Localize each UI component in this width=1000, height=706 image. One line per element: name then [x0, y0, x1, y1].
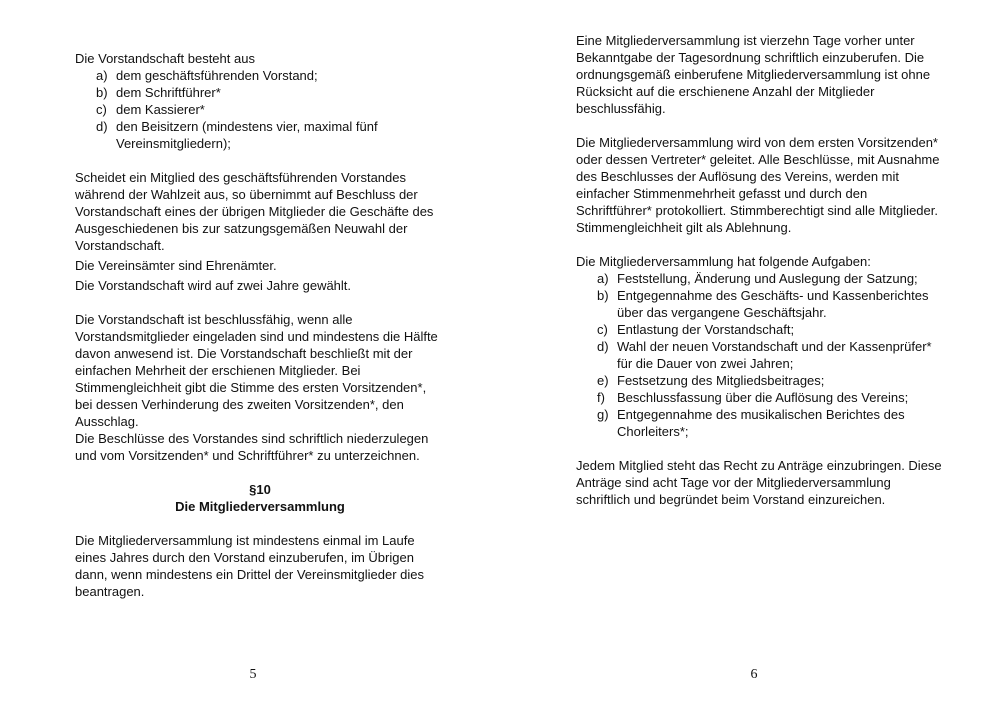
page-right: [500, 0, 1000, 706]
list-item-text: den Beisitzern (mindestens vier, maximal fünf Vereinsmitgliedern);: [116, 119, 378, 151]
list-item: [576, 406, 946, 440]
paragraph-chair: Die Mitgliederversammlung wird von dem ersten Vorsitzenden* oder dessen Vertreter* geleitet. Alle Beschlüsse, mit Ausnahme des Beschlusses der Auflösung des Vereins, werden mit einfacher Stimmenmehrheit gefasst und durch den Schriftführer* protokolliert. Stimmberechtigt sind alle Mitglieder. Stimmengleichheit gilt als Ablehnung.: [576, 135, 940, 235]
board-intro: Die Vorstandschaft besteht aus: [75, 51, 255, 66]
list-marker: e): [597, 373, 609, 388]
list-marker: a): [96, 68, 108, 83]
list-item-text: dem Kassierer*: [116, 102, 205, 117]
list-marker: c): [597, 322, 608, 337]
assembly-tasks-list: [576, 270, 946, 440]
paragraph-notice: Eine Mitgliederversammlung ist vierzehn Tage vorher unter Bekanntgabe der Tagesordnung schriftlich einzuberufen. Die ordnungsgemäß einberufene Mitgliederversammlung ist ohne Rücksicht auf die erschienene Anzahl der Mitglieder beschlussfähig.: [576, 33, 931, 116]
list-item: [576, 270, 946, 287]
paragraph-motions: Jedem Mitglied steht das Recht zu Anträge einzubringen. Diese Anträge sind acht Tage vor der Mitgliederversammlung schriftlich und begründet beim Vorstand einzureichen.: [576, 458, 942, 507]
list-item-text: Festsetzung des Mitgliedsbeitrages;: [617, 373, 825, 388]
list-item-text: dem geschäftsführenden Vorstand;: [116, 68, 318, 83]
paragraph-resignation: Scheidet ein Mitglied des geschäftsführenden Vorstandes während der Wahlzeit aus, so übernimmt auf Beschluss der Vorstandschaft eines der übrigen Mitglieder die Geschäfte des Ausgeschiedenen bis zur satzungsgemäßen Neuwahl der Vorstandschaft.: [75, 170, 434, 253]
page-number: 5: [249, 667, 257, 682]
list-marker: b): [597, 288, 609, 303]
list-item-text: Entgegennahme des musikalischen Berichtes des Chorleiters*;: [617, 407, 905, 439]
section-title: Die Mitgliederversammlung: [175, 499, 345, 514]
paragraph-honorary: Die Vereinsämter sind Ehrenämter.: [75, 258, 277, 273]
list-item: [576, 321, 946, 338]
list-item-text: Feststellung, Änderung und Auslegung der Satzung;: [617, 271, 918, 286]
list-item: [75, 101, 445, 118]
list-item: [75, 118, 445, 152]
list-item: [576, 372, 946, 389]
list-item-text: Beschlussfassung über die Auflösung des Vereins;: [617, 390, 909, 405]
list-item-text: Wahl der neuen Vorstandschaft und der Kassenprüfer* für die Dauer von zwei Jahren;: [617, 339, 932, 371]
list-marker: d): [96, 119, 108, 134]
page-number: 6: [750, 667, 758, 682]
paragraph-minutes: Die Beschlüsse des Vorstandes sind schriftlich niederzulegen und vom Vorsitzenden* und Schriftführer* zu unterzeichnen.: [75, 431, 429, 463]
board-composition-list: [75, 67, 445, 152]
list-marker: d): [597, 339, 609, 354]
list-marker: c): [96, 102, 107, 117]
list-item: [576, 389, 946, 406]
list-item: [75, 84, 445, 101]
list-item-text: Entgegennahme des Geschäfts- und Kassenberichtes über das vergangene Geschäftsjahr.: [617, 288, 929, 320]
paragraph-quorum: Die Vorstandschaft ist beschlussfähig, wenn alle Vorstandsmitglieder eingeladen sind und mindestens die Hälfte davon anwesend ist. Die Vorstandschaft beschließt mit der einfachen Mehrheit der erschienen Mitglieder. Bei Stimmengleichheit gibt die Stimme des ersten Vorsitzenden*, bei dessen Verhinderung des zweiten Vorsitzenden*, den Ausschlag.: [75, 312, 438, 429]
paragraph-assembly: Die Mitgliederversammlung ist mindestens einmal im Laufe eines Jahres durch den Vorstand einzuberufen, im Übrigen dann, wenn mindestens ein Drittel der Vereinsmitglieder dies beantragen.: [75, 533, 425, 599]
list-marker: f): [597, 390, 605, 405]
list-item: [576, 338, 946, 372]
list-item: [75, 67, 445, 84]
right-text-column: [576, 32, 946, 508]
section-number: §10: [249, 482, 271, 497]
list-item-text: Entlastung der Vorstandschaft;: [617, 322, 795, 337]
list-item-text: dem Schriftführer*: [116, 85, 221, 100]
list-marker: a): [597, 271, 609, 286]
left-text-column: [75, 50, 445, 600]
list-marker: b): [96, 85, 108, 100]
paragraph-term: Die Vorstandschaft wird auf zwei Jahre gewählt.: [75, 278, 352, 293]
tasks-intro: Die Mitgliederversammlung hat folgende Aufgaben:: [576, 254, 871, 269]
list-marker: g): [597, 407, 609, 422]
list-item: [576, 287, 946, 321]
